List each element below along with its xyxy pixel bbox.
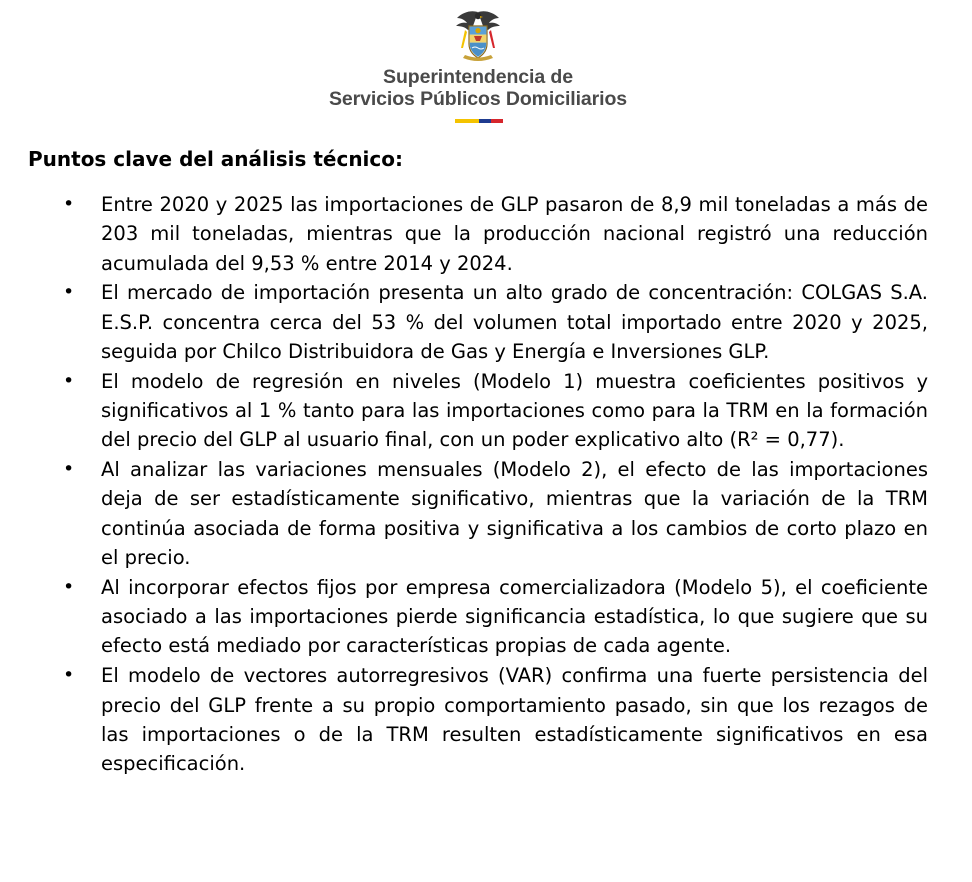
bullet-icon: •: [63, 575, 75, 598]
colombia-flag-bar: [455, 119, 503, 123]
list-item: [0, 661, 928, 778]
list-item-text: El mercado de importación presenta un alto grado de concentración: COLGAS S.A. E.S.P. concentra cerca del 53 % del volumen total importado entre 2020 y 2025, seguida por Chilco Distribuidora de Gas y Energía e Inversiones GLP.: [101, 281, 928, 363]
list-item: [0, 190, 928, 278]
list-item: [0, 573, 928, 661]
list-item-text: Al analizar las variaciones mensuales (Modelo 2), el efecto de las importaciones deja de ser estadísticamente significativo, mientras que la variación de la TRM continúa asociada de forma positiva y significativa a los cambios de corto plazo en el precio.: [101, 458, 928, 570]
list-item: [0, 367, 928, 455]
list-item-text: Al incorporar efectos fijos por empresa comercializadora (Modelo 5), el coeficiente asociado a las importaciones pierde significancia estadística, lo que sugiere que su efecto está mediado por características propias de cada agente.: [101, 575, 928, 658]
key-points-list: [0, 190, 972, 779]
flag-red-stripe: [491, 119, 503, 123]
bullet-icon: •: [63, 458, 75, 481]
bullet-icon: •: [63, 369, 75, 392]
list-item: [0, 278, 928, 366]
bullet-icon: •: [63, 664, 75, 687]
flag-blue-stripe: [479, 119, 491, 123]
flag-yellow-stripe: [455, 119, 479, 123]
entity-name-line2: Servicios Públicos Domiciliarios: [328, 88, 628, 110]
list-item-text: Entre 2020 y 2025 las importaciones de GLP pasaron de 8,9 mil toneladas a más de 203 mil toneladas, mientras que la producción nacional registró una reducción acumulada del 9,53 % entre 2014 y 2024.: [101, 193, 928, 275]
document-header: [0, 0, 972, 130]
entity-name: [300, 66, 656, 110]
entity-name-line1: Superintendencia de: [383, 66, 573, 88]
list-item-text: El modelo de vectores autorregresivos (VAR) confirma una fuerte persistencia del precio del GLP frente a su propio comportamiento pasado, sin que los rezagos de las importaciones o de la TRM resulten estadísticamente significativos en esa especificación.: [101, 664, 928, 776]
list-item: [0, 455, 928, 572]
bullet-icon: •: [63, 193, 75, 215]
list-item-text: El modelo de regresión en niveles (Modelo 1) muestra coeficientes positivos y significativos al 1 % tanto para las importaciones como para la TRM en la formación del precio del GLP al usuario final, con un poder explicativo alto (R² = 0,77).: [101, 369, 928, 452]
section-title: Puntos clave del análisis técnico:: [28, 147, 404, 171]
bullet-icon: •: [63, 281, 75, 304]
coat-of-arms-icon: [451, 8, 505, 64]
